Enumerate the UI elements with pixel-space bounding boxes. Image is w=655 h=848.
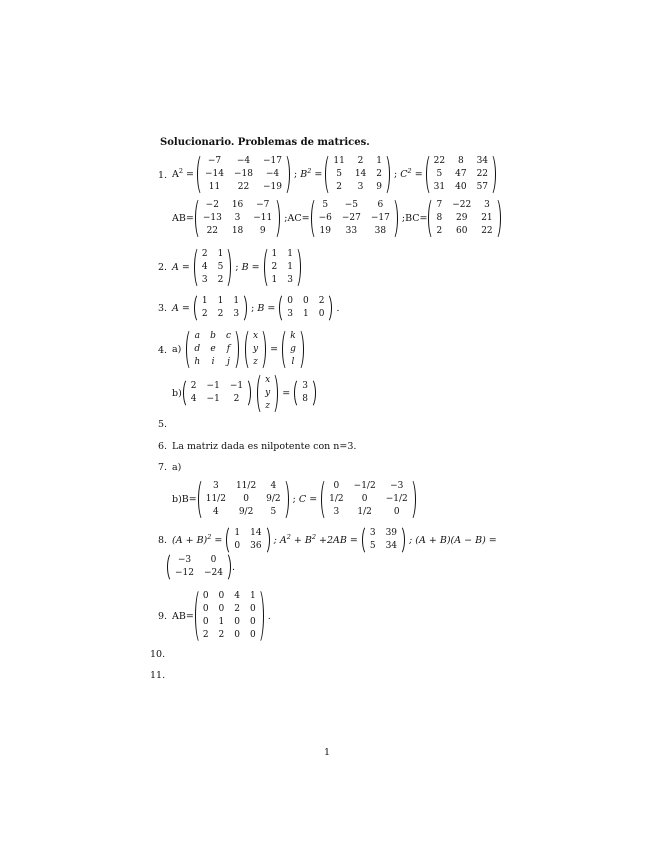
right-paren <box>225 246 232 289</box>
matrix-cell: k <box>290 330 296 341</box>
equals: = <box>178 302 190 314</box>
matrix-cell: 4 <box>201 261 208 272</box>
matrix-cell: 0 <box>393 506 400 517</box>
matrix-cell: 0 <box>210 555 217 565</box>
matrix-cell: 4 <box>190 394 197 404</box>
matrix-ab <box>194 588 265 644</box>
matrix-cell: 0 <box>243 493 249 504</box>
matrix-c <box>320 478 417 521</box>
right-paren <box>392 197 399 240</box>
matrix-bc <box>427 197 501 240</box>
matrix-cell: 22 <box>237 181 250 192</box>
matrix-cell: 0 <box>250 604 256 614</box>
matrix-cell: j <box>227 356 230 367</box>
matrix-coefficients <box>185 328 240 371</box>
matrix-cell: −17 <box>263 155 282 166</box>
matrix-cell: −11 <box>253 212 273 223</box>
problem-9-number: 9. <box>158 611 168 622</box>
matrix-cell: 3 <box>287 274 294 285</box>
matrix-cell: 5 <box>217 261 224 272</box>
matrix-ac <box>310 197 399 240</box>
matrix-cell: 36 <box>250 541 262 551</box>
matrix-cell: 4 <box>212 506 219 517</box>
matrix-coefficients-b <box>182 378 252 408</box>
equals: = <box>306 493 318 505</box>
problem-7b-line <box>172 479 417 519</box>
problem-8-line-1 <box>172 526 497 554</box>
matrix-cell: 1 <box>287 261 294 272</box>
matrix-cell: e <box>210 343 216 354</box>
right-paren <box>410 478 417 521</box>
matrix-cell: 1 <box>376 155 382 166</box>
label-b: B <box>257 302 265 314</box>
label-a: A <box>172 302 179 314</box>
left-paren <box>425 153 432 196</box>
label-ac: ;AC= <box>281 212 310 224</box>
separator: ; <box>291 168 301 180</box>
matrix-cell: 2 <box>336 181 342 192</box>
matrix-expansion <box>361 525 406 555</box>
matrix-cell: 5 <box>322 199 329 210</box>
period: . <box>232 561 236 573</box>
matrix-cell: 1/2 <box>329 493 344 504</box>
label-ab: AB= <box>172 610 194 622</box>
matrix-cell: 1 <box>201 296 208 306</box>
problem-6-text: La matriz dada es nilpotente con n=3. <box>172 441 357 452</box>
left-paren <box>256 372 263 415</box>
matrix-cell: −3 <box>177 555 192 565</box>
matrix-cell: 0 <box>333 480 340 491</box>
left-paren <box>197 478 204 521</box>
matrix-cell: 38 <box>374 225 387 236</box>
matrix-cell: 2 <box>217 309 224 319</box>
left-paren <box>194 197 201 240</box>
right-paren <box>326 293 333 323</box>
matrix-cell: 7 <box>436 199 443 210</box>
matrix-cell: 3 <box>302 381 308 391</box>
matrix-cell: 0 <box>287 296 294 306</box>
right-paren <box>274 197 281 240</box>
equals: = <box>279 387 294 399</box>
matrix-cell: 9 <box>376 181 382 192</box>
left-paren <box>427 197 434 240</box>
problem-6-number: 6. <box>158 441 168 452</box>
matrix-cell: 0 <box>250 617 256 627</box>
matrix-cell: −3 <box>390 480 404 491</box>
matrix-cell: y <box>265 387 271 398</box>
problem-4-number: 4. <box>158 345 168 356</box>
matrix-cell: −1/2 <box>353 480 376 491</box>
matrix-cell: 4 <box>270 480 277 491</box>
matrix-cell: −5 <box>344 199 358 210</box>
period: . <box>264 610 271 622</box>
label-bc: ;BC= <box>398 212 428 224</box>
equals: = <box>178 261 190 273</box>
matrix-cell: −7 <box>207 155 222 166</box>
equals: = <box>248 261 260 273</box>
matrix-cell: i <box>211 356 215 367</box>
matrix-cell: 14 <box>354 168 367 179</box>
matrix-cell: 34 <box>385 541 398 551</box>
matrix-cell: 2 <box>201 248 208 259</box>
matrix-cell: 19 <box>319 225 331 236</box>
matrix-cell: c <box>225 330 231 341</box>
matrix-cell: 57 <box>476 181 489 192</box>
matrix-cell: 2 <box>357 155 364 166</box>
equals: = <box>211 534 226 546</box>
left-paren <box>196 153 203 196</box>
matrix-cell: 3 <box>357 181 364 192</box>
matrix-cell: 1 <box>271 274 278 285</box>
matrix-cell: −14 <box>205 168 224 179</box>
matrix-cell: x <box>265 374 271 385</box>
matrix-cell: −1 <box>229 381 244 391</box>
matrix-cell: 0 <box>234 630 241 640</box>
matrix-cell: 0 <box>202 604 209 614</box>
right-paren <box>310 378 317 408</box>
label-a2: $A^2$ = <box>172 167 194 181</box>
right-paren <box>264 525 271 555</box>
right-paren <box>260 328 267 371</box>
matrix-cell: 21 <box>481 212 493 223</box>
matrix-cell: 33 <box>345 225 358 236</box>
matrix-cell: 2 <box>217 274 224 285</box>
matrix-cell: a <box>194 330 200 341</box>
left-paren <box>182 378 189 408</box>
problem-2-number: 2. <box>158 262 168 273</box>
matrix-product <box>166 552 232 582</box>
matrix-cell: 1 <box>271 248 278 259</box>
matrix-cell: 4 <box>234 591 241 601</box>
left-paren <box>193 293 200 323</box>
equals: = <box>267 343 282 355</box>
matrix-cell: 11 <box>333 155 345 166</box>
matrix-cell: 47 <box>455 168 467 179</box>
right-paren <box>241 293 248 323</box>
matrix-cell: 2 <box>201 309 208 319</box>
matrix-cell: b <box>210 330 216 341</box>
left-paren <box>166 552 173 582</box>
matrix-cell: 18 <box>231 225 244 236</box>
left-paren <box>278 293 285 323</box>
matrix-sum-squared <box>225 525 270 555</box>
problem-7-number: 7. <box>158 462 168 473</box>
label-ab: AB= <box>172 212 194 224</box>
problem-10-number: 10. <box>150 649 166 660</box>
problem-11-number: 11. <box>150 670 166 681</box>
matrix-b2 <box>324 153 391 196</box>
matrix-cell: 8 <box>457 155 464 166</box>
matrix-cell: 3 <box>234 212 241 223</box>
right-paren <box>295 246 302 289</box>
matrix-b <box>278 293 333 323</box>
matrix-cell: 0 <box>250 630 256 640</box>
left-paren <box>263 246 270 289</box>
matrix-cell: 3 <box>201 274 208 285</box>
right-paren <box>283 478 290 521</box>
label-c: C <box>298 493 307 505</box>
matrix-cell: 2 <box>190 381 197 391</box>
right-paren <box>298 328 305 371</box>
matrix-cell: −24 <box>204 568 223 578</box>
matrix-cell: 5 <box>336 168 342 179</box>
matrix-c2 <box>425 153 497 196</box>
separator: ; <box>232 261 242 273</box>
vector-unknowns <box>244 328 267 371</box>
matrix-cell: 3 <box>212 480 219 491</box>
matrix-cell: y <box>252 343 259 354</box>
problem-8-number: 8. <box>158 535 168 546</box>
matrix-cell: 40 <box>455 181 467 192</box>
matrix-cell: −13 <box>202 212 222 223</box>
left-paren <box>194 588 201 644</box>
right-paren <box>384 153 391 196</box>
matrix-b <box>263 246 302 289</box>
matrix-cell: 0 <box>218 604 225 614</box>
matrix-cell: d <box>194 343 201 354</box>
matrix-cell: −7 <box>256 199 270 210</box>
matrix-cell: 2 <box>436 225 443 236</box>
matrix-cell: 1 <box>303 309 309 319</box>
right-paren <box>258 588 265 644</box>
matrix-cell: 2 <box>234 604 241 614</box>
matrix-cell: −1 <box>206 381 220 391</box>
matrix-a <box>193 293 248 323</box>
matrix-cell: 5 <box>270 506 277 517</box>
left-paren <box>361 525 368 555</box>
matrix-cell: x <box>252 330 259 341</box>
matrix-cell: 3 <box>333 506 340 517</box>
label-b: b)B= <box>172 493 197 505</box>
matrix-cell: 11/2 <box>235 480 257 491</box>
right-paren <box>225 552 232 582</box>
page-number: 1 <box>324 747 331 758</box>
left-paren <box>310 197 317 240</box>
problem-7a-label: a) <box>172 462 182 473</box>
equals: = <box>264 302 276 314</box>
matrix-cell: 1 <box>234 528 241 538</box>
matrix-cell: l <box>291 356 295 367</box>
right-paren <box>490 153 497 196</box>
matrix-cell: 29 <box>455 212 468 223</box>
matrix-cell: −1 <box>206 394 220 404</box>
separator: ; <box>289 493 299 505</box>
matrix-cell: 8 <box>436 212 443 223</box>
label-a: A <box>172 261 179 273</box>
matrix-cell: 1/2 <box>357 506 372 517</box>
matrix-cell: 3 <box>484 199 490 210</box>
vector-constants <box>281 328 305 371</box>
matrix-cell: 22 <box>476 168 489 179</box>
left-paren <box>193 246 200 289</box>
matrix-cell: −6 <box>318 212 332 223</box>
left-paren <box>185 328 192 371</box>
matrix-cell: 2 <box>318 296 325 306</box>
matrix-cell: 5 <box>436 168 443 179</box>
problem-1-line-1 <box>172 154 497 194</box>
problem-1-number: 1. <box>158 170 168 181</box>
matrix-cell: 0 <box>234 541 241 551</box>
right-paren <box>495 197 502 240</box>
matrix-a <box>193 246 232 289</box>
problem-9-line <box>172 589 271 643</box>
matrix-cell: f <box>226 343 231 354</box>
matrix-b <box>197 478 290 521</box>
matrix-cell: 8 <box>302 394 308 404</box>
page-title: Solucionario. Problemas de matrices. <box>160 137 370 148</box>
matrix-cell: 2 <box>271 261 278 272</box>
matrix-cell: 0 <box>234 617 241 627</box>
matrix-cell: −17 <box>370 212 390 223</box>
matrix-cell: h <box>194 356 201 367</box>
matrix-cell: 9/2 <box>266 493 281 504</box>
matrix-cell: 16 <box>231 199 244 210</box>
problem-4a-line <box>172 329 305 369</box>
label-b2: $B^2$ = <box>300 167 323 181</box>
label-b: B <box>241 261 249 273</box>
matrix-cell: 6 <box>377 199 384 210</box>
matrix-cell: 2 <box>202 630 209 640</box>
matrix-cell: 0 <box>318 309 325 319</box>
left-paren <box>281 328 288 371</box>
part-a-label: a) <box>172 343 182 355</box>
matrix-cell: −19 <box>263 181 282 192</box>
matrix-cell: 5 <box>369 541 376 551</box>
matrix-cell: z <box>265 400 271 411</box>
matrix-cell: 60 <box>455 225 468 236</box>
left-paren <box>225 525 232 555</box>
matrix-cell: 1 <box>287 248 294 259</box>
matrix-cell: −22 <box>452 199 472 210</box>
matrix-cell: g <box>290 343 296 354</box>
matrix-ab <box>194 197 281 240</box>
matrix-cell: 0 <box>361 493 368 504</box>
matrix-cell: 3 <box>287 309 294 319</box>
left-paren <box>293 378 300 408</box>
matrix-cell: 2 <box>233 394 240 404</box>
matrix-cell: −4 <box>236 155 251 166</box>
matrix-cell: 3 <box>233 309 240 319</box>
right-paren <box>272 372 279 415</box>
matrix-cell: 2 <box>218 630 225 640</box>
separator: ; <box>391 168 401 180</box>
matrix-cell: 34 <box>476 155 489 166</box>
matrix-cell: z <box>253 356 258 367</box>
matrix-cell: 1 <box>218 617 225 627</box>
matrix-cell: −27 <box>341 212 361 223</box>
matrix-cell: −18 <box>234 168 253 179</box>
right-paren <box>245 378 252 408</box>
matrix-cell: 9 <box>259 225 266 236</box>
expr-sum-squared: $(A + B)^2$ <box>172 533 212 547</box>
left-paren <box>324 153 331 196</box>
expr-product: ; (A + B)(A − B) = <box>406 534 497 546</box>
matrix-cell: 22 <box>206 225 219 236</box>
problem-2-line <box>172 247 302 287</box>
matrix-cell: 0 <box>202 591 209 601</box>
matrix-cell: −2 <box>205 199 219 210</box>
left-paren <box>320 478 327 521</box>
matrix-cell: 22 <box>481 225 493 236</box>
matrix-cell: 0 <box>303 296 309 306</box>
matrix-cell: 9/2 <box>238 506 254 517</box>
left-paren <box>244 328 251 371</box>
label-c2: $C^2$ = <box>400 167 423 181</box>
vector-constants-b <box>293 378 317 408</box>
separator: ; <box>248 302 258 314</box>
matrix-cell: 22 <box>433 155 446 166</box>
matrix-a2 <box>196 153 291 196</box>
expr-expansion: ; $A^2 + B^2 +2AB$ = <box>270 533 361 547</box>
matrix-cell: 1 <box>217 296 224 306</box>
matrix-cell: 39 <box>385 528 398 538</box>
matrix-cell: 31 <box>433 181 446 192</box>
problem-3-line <box>172 294 340 322</box>
matrix-cell: 14 <box>250 528 262 538</box>
matrix-cell: 11/2 <box>205 493 226 504</box>
matrix-cell: 11 <box>208 181 221 192</box>
problem-4b-line <box>172 373 317 413</box>
right-paren <box>284 153 291 196</box>
problem-5-number: 5. <box>158 419 168 430</box>
right-paren <box>233 328 240 371</box>
matrix-cell: 0 <box>202 617 209 627</box>
problem-3-number: 3. <box>158 303 168 314</box>
matrix-cell: 3 <box>369 528 376 538</box>
matrix-cell: −12 <box>175 568 194 578</box>
part-b-label: b) <box>172 387 182 399</box>
matrix-cell: 0 <box>218 591 225 601</box>
matrix-cell: −1/2 <box>385 493 408 504</box>
right-paren <box>399 525 406 555</box>
problem-1-line-2 <box>172 198 502 238</box>
matrix-cell: −4 <box>265 168 280 179</box>
matrix-cell: 1 <box>233 296 240 306</box>
matrix-cell: 1 <box>250 591 256 601</box>
problem-8-line-2 <box>166 553 235 581</box>
matrix-cell: 2 <box>376 168 382 179</box>
period: . <box>333 302 340 314</box>
vector-unknowns-b <box>256 372 279 415</box>
matrix-cell: 1 <box>217 248 224 259</box>
